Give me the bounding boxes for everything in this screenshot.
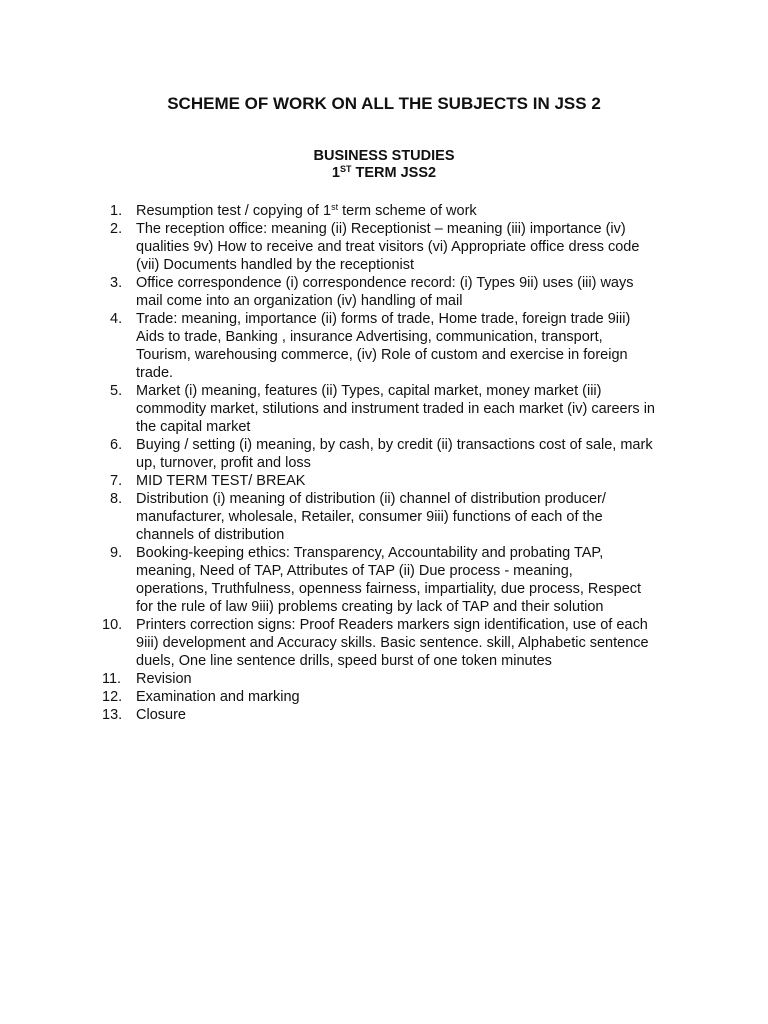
item-number: 13. <box>102 707 123 723</box>
item-line: operations, Truthfulness, openness fairness, impartiality, due process, Respect <box>136 581 642 597</box>
scheme-item-3 <box>110 274 690 310</box>
item-text <box>136 436 690 472</box>
scheme-item-8 <box>110 490 690 544</box>
scheme-item-11 <box>102 670 690 688</box>
item-line: MID TERM TEST/ BREAK <box>136 473 306 489</box>
term-title <box>0 165 768 181</box>
scheme-item-1 <box>110 202 690 220</box>
item-line: Closure <box>136 707 186 723</box>
item-line: channels of distribution <box>136 527 285 543</box>
item-line: Revision <box>136 671 192 687</box>
document-title: SCHEME OF WORK ON ALL THE SUBJECTS IN JSS 2 <box>167 94 601 113</box>
subject-title: BUSINESS STUDIES <box>313 148 455 164</box>
item-line: Trade: meaning, importance (ii) forms of trade, Home trade, foreign trade 9iii) <box>136 311 631 327</box>
item-number: 8. <box>110 491 123 507</box>
item-line: the capital market <box>136 419 251 435</box>
scheme-item-4 <box>110 310 690 382</box>
item-line: Distribution (i) meaning of distribution (ii) channel of distribution producer/ <box>136 491 606 507</box>
item-number: 10. <box>102 617 123 633</box>
scheme-item-list <box>102 202 690 724</box>
item-number: 12. <box>102 689 123 705</box>
item-text <box>136 688 690 706</box>
item-number: 3. <box>110 275 123 291</box>
item-line: manufacturer, wholesale, Retailer, consumer 9iii) functions of each of the <box>136 509 603 525</box>
item-number: 9. <box>110 545 123 561</box>
item-text <box>136 220 690 274</box>
item-line: up, turnover, profit and loss <box>136 455 311 471</box>
item-line: Market (i) meaning, features (ii) Types, capital market, money market (iii) <box>136 383 602 399</box>
item-line: commodity market, stilutions and instrument traded in each market (iv) careers in <box>136 401 655 417</box>
item-line: The reception office: meaning (ii) Receptionist – meaning (iii) importance (iv) <box>136 221 626 237</box>
item-line: for the rule of law 9iii) problems creating by lack of TAP and their solution <box>136 599 604 615</box>
item-line: mail come into an organization (iv) handling of mail <box>136 293 463 309</box>
item-line: trade. <box>136 365 174 381</box>
term-title-suffix: TERM JSS2 <box>351 165 437 181</box>
term-title-prefix: 1 <box>331 165 340 181</box>
scheme-item-10 <box>102 616 690 670</box>
item-number: 2. <box>110 221 123 237</box>
item-number: 5. <box>110 383 123 399</box>
item-line: meaning, Need of TAP, Attributes of TAP (ii) Due process - meaning, <box>136 563 573 579</box>
item-text <box>136 382 690 436</box>
item-number: 1. <box>110 203 123 219</box>
item-number: 4. <box>110 311 123 327</box>
scheme-item-5 <box>110 382 690 436</box>
item-text <box>136 544 690 616</box>
item-text <box>136 490 690 544</box>
scheme-item-9 <box>110 544 690 616</box>
item-text-after: term scheme of work <box>338 203 477 219</box>
scheme-item-7 <box>110 472 690 490</box>
scheme-item-6 <box>110 436 690 472</box>
item-line: Office correspondence (i) correspondence record: (i) Types 9ii) uses (iii) ways <box>136 275 634 291</box>
item-text <box>136 202 690 220</box>
item-text-before: Resumption test / copying of 1 <box>136 203 332 219</box>
item-text-superscript: st <box>331 202 339 212</box>
term-title-superscript: ST <box>339 164 352 174</box>
scheme-item-2 <box>110 220 690 274</box>
item-line: Buying / setting (i) meaning, by cash, by credit (ii) transactions cost of sale, mark <box>136 437 653 453</box>
scheme-item-13 <box>102 706 690 724</box>
item-text <box>136 706 690 724</box>
item-number: 6. <box>110 437 123 453</box>
item-line: Examination and marking <box>136 689 300 705</box>
item-line: 9iii) development and Accuracy skills. Basic sentence. skill, Alphabetic sentence <box>136 635 649 651</box>
item-line: qualities 9v) How to receive and treat visitors (vi) Appropriate office dress code <box>136 239 640 255</box>
item-line: Tourism, warehousing commerce, (iv) Role of custom and exercise in foreign <box>136 347 628 363</box>
item-text <box>136 616 690 670</box>
item-text <box>136 310 690 382</box>
item-line: (vii) Documents handled by the receptionist <box>136 257 415 273</box>
scheme-item-12 <box>102 688 690 706</box>
item-line: Printers correction signs: Proof Readers markers sign identification, use of each <box>136 617 648 633</box>
item-text <box>136 274 690 310</box>
item-line: Aids to trade, Banking , insurance Advertising, communication, transport, <box>136 329 603 345</box>
item-line: duels, One line sentence drills, speed burst of one token minutes <box>136 653 552 669</box>
item-text <box>136 472 690 490</box>
item-number: 7. <box>110 473 123 489</box>
item-number: 11. <box>102 671 122 687</box>
item-text <box>136 670 690 688</box>
item-line: Booking-keeping ethics: Transparency, Accountability and probating TAP, <box>136 545 604 561</box>
